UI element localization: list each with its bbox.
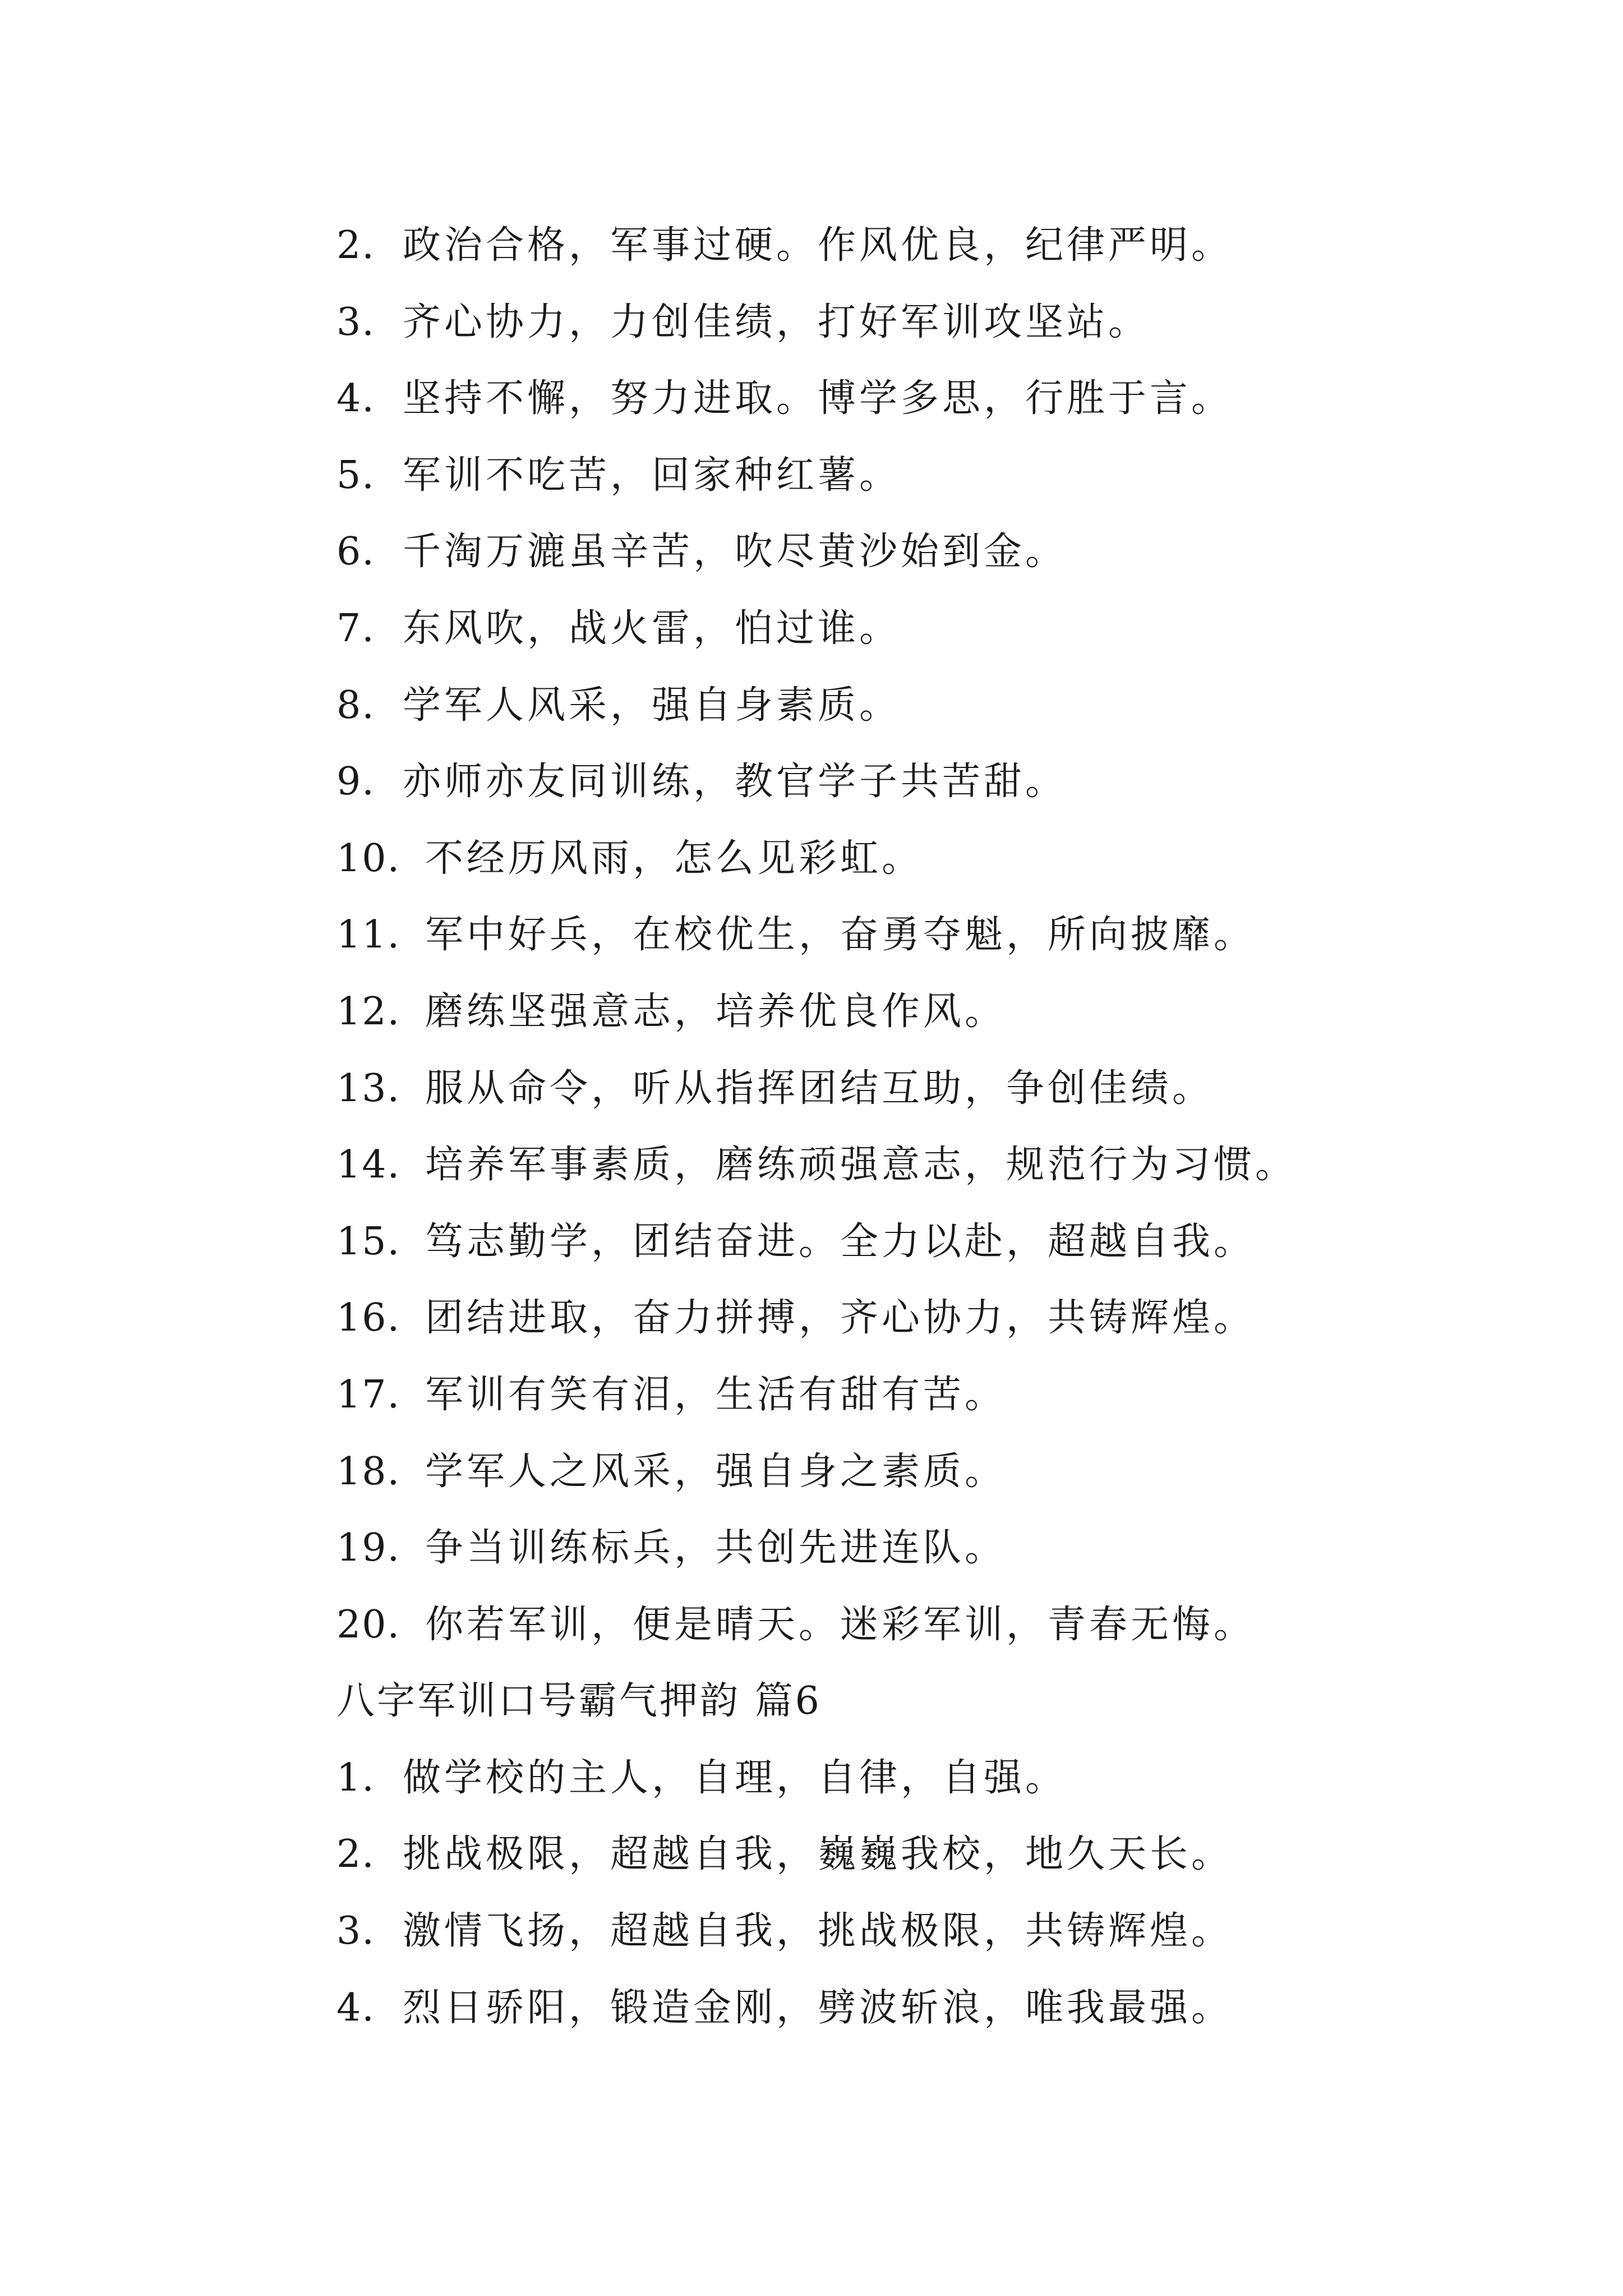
item-number: 6. <box>336 530 375 574</box>
item-number: 17. <box>336 1372 401 1417</box>
item-text: 做学校的主人，自理，自律，自强。 <box>403 1755 1067 1800</box>
list-item <box>336 1051 1486 1128</box>
list-item <box>336 744 1486 821</box>
item-text: 学军人之风采，强自身之素质。 <box>425 1449 1007 1494</box>
item-number: 8. <box>336 683 375 728</box>
list-item <box>336 974 1486 1051</box>
list-item <box>336 1740 1486 1817</box>
item-number: 11. <box>336 913 401 958</box>
item-text: 烈日骄阳，锻造金刚，劈波斩浪，唯我最强。 <box>403 1985 1233 2030</box>
item-number: 20. <box>336 1602 401 1647</box>
list-item <box>336 438 1486 514</box>
item-text: 亦师亦友同训练，教官学子共苦甜。 <box>403 760 1067 804</box>
list-item <box>336 1127 1486 1204</box>
item-number: 14. <box>336 1143 401 1188</box>
item-text: 挑战极限，超越自我，巍巍我校，地久天长。 <box>403 1832 1233 1877</box>
item-text: 东风吹，战火雷，怕过谁。 <box>403 606 901 651</box>
item-number: 1. <box>336 1755 375 1800</box>
item-text: 争当训练标兵，共创先进连队。 <box>425 1526 1007 1571</box>
item-text: 学军人风采，强自身素质。 <box>403 683 901 728</box>
item-number: 18. <box>336 1449 401 1494</box>
item-text: 团结进取，奋力拼搏，齐心协力，共铸辉煌。 <box>425 1296 1256 1341</box>
list-item <box>336 668 1486 744</box>
item-number: 19. <box>336 1526 401 1571</box>
item-text: 齐心协力，力创佳绩，打好军训攻坚站。 <box>403 300 1150 344</box>
list-item <box>336 1434 1486 1511</box>
item-text: 服从命令，听从指挥团结互助，争创佳绩。 <box>425 1066 1214 1111</box>
document-content <box>336 208 1486 2046</box>
item-text: 坚持不懈，努力进取。博学多思，行胜于言。 <box>403 376 1233 421</box>
list-item <box>336 591 1486 668</box>
item-number: 7. <box>336 606 375 651</box>
item-number: 12. <box>336 989 401 1034</box>
item-text: 政治合格，军事过硬。作风优良，纪律严明。 <box>403 223 1233 268</box>
list-item <box>336 361 1486 438</box>
item-number: 2. <box>336 1832 375 1877</box>
list-item <box>336 1204 1486 1281</box>
item-text: 军训有笑有泪，生活有甜有苦。 <box>425 1372 1007 1417</box>
list-item <box>336 897 1486 974</box>
list-item <box>336 208 1486 284</box>
list-item <box>336 1357 1486 1434</box>
item-text: 磨练坚强意志，培养优良作风。 <box>425 989 1007 1034</box>
item-number: 4. <box>336 376 375 421</box>
item-number: 16. <box>336 1296 401 1341</box>
item-number: 5. <box>336 453 375 498</box>
item-number: 9. <box>336 760 375 804</box>
item-number: 4. <box>336 1985 375 2030</box>
item-text: 你若军训，便是晴天。迷彩军训，青春无悔。 <box>425 1602 1256 1647</box>
item-number: 2. <box>336 223 375 268</box>
item-number: 3. <box>336 1909 375 1954</box>
list-item <box>336 514 1486 591</box>
item-number: 15. <box>336 1219 401 1264</box>
item-text: 军训不吃苦，回家种红薯。 <box>403 453 901 498</box>
list-item <box>336 1816 1486 1893</box>
list-item <box>336 1280 1486 1357</box>
list-item <box>336 821 1486 898</box>
section-heading: 八字军训口号霸气押韵 篇6 <box>336 1679 822 1724</box>
item-text: 激情飞扬，超越自我，挑战极限，共铸辉煌。 <box>403 1909 1233 1954</box>
item-text: 培养军事素质，磨练顽强意志，规范行为习惯。 <box>425 1143 1297 1188</box>
list-item <box>336 284 1486 361</box>
item-text: 军中好兵，在校优生，奋勇夺魁，所向披靡。 <box>425 913 1256 958</box>
list-item <box>336 1510 1486 1587</box>
item-number: 10. <box>336 836 401 881</box>
item-number: 3. <box>336 300 375 344</box>
list-item <box>336 1970 1486 2047</box>
item-text: 千淘万漉虽辛苦，吹尽黄沙始到金。 <box>403 530 1067 574</box>
list-item <box>336 1893 1486 1970</box>
item-number: 13. <box>336 1066 401 1111</box>
item-text: 不经历风雨，怎么见彩虹。 <box>425 836 924 881</box>
item-text: 笃志勤学，团结奋进。全力以赴，超越自我。 <box>425 1219 1256 1264</box>
list-item <box>336 1587 1486 1664</box>
